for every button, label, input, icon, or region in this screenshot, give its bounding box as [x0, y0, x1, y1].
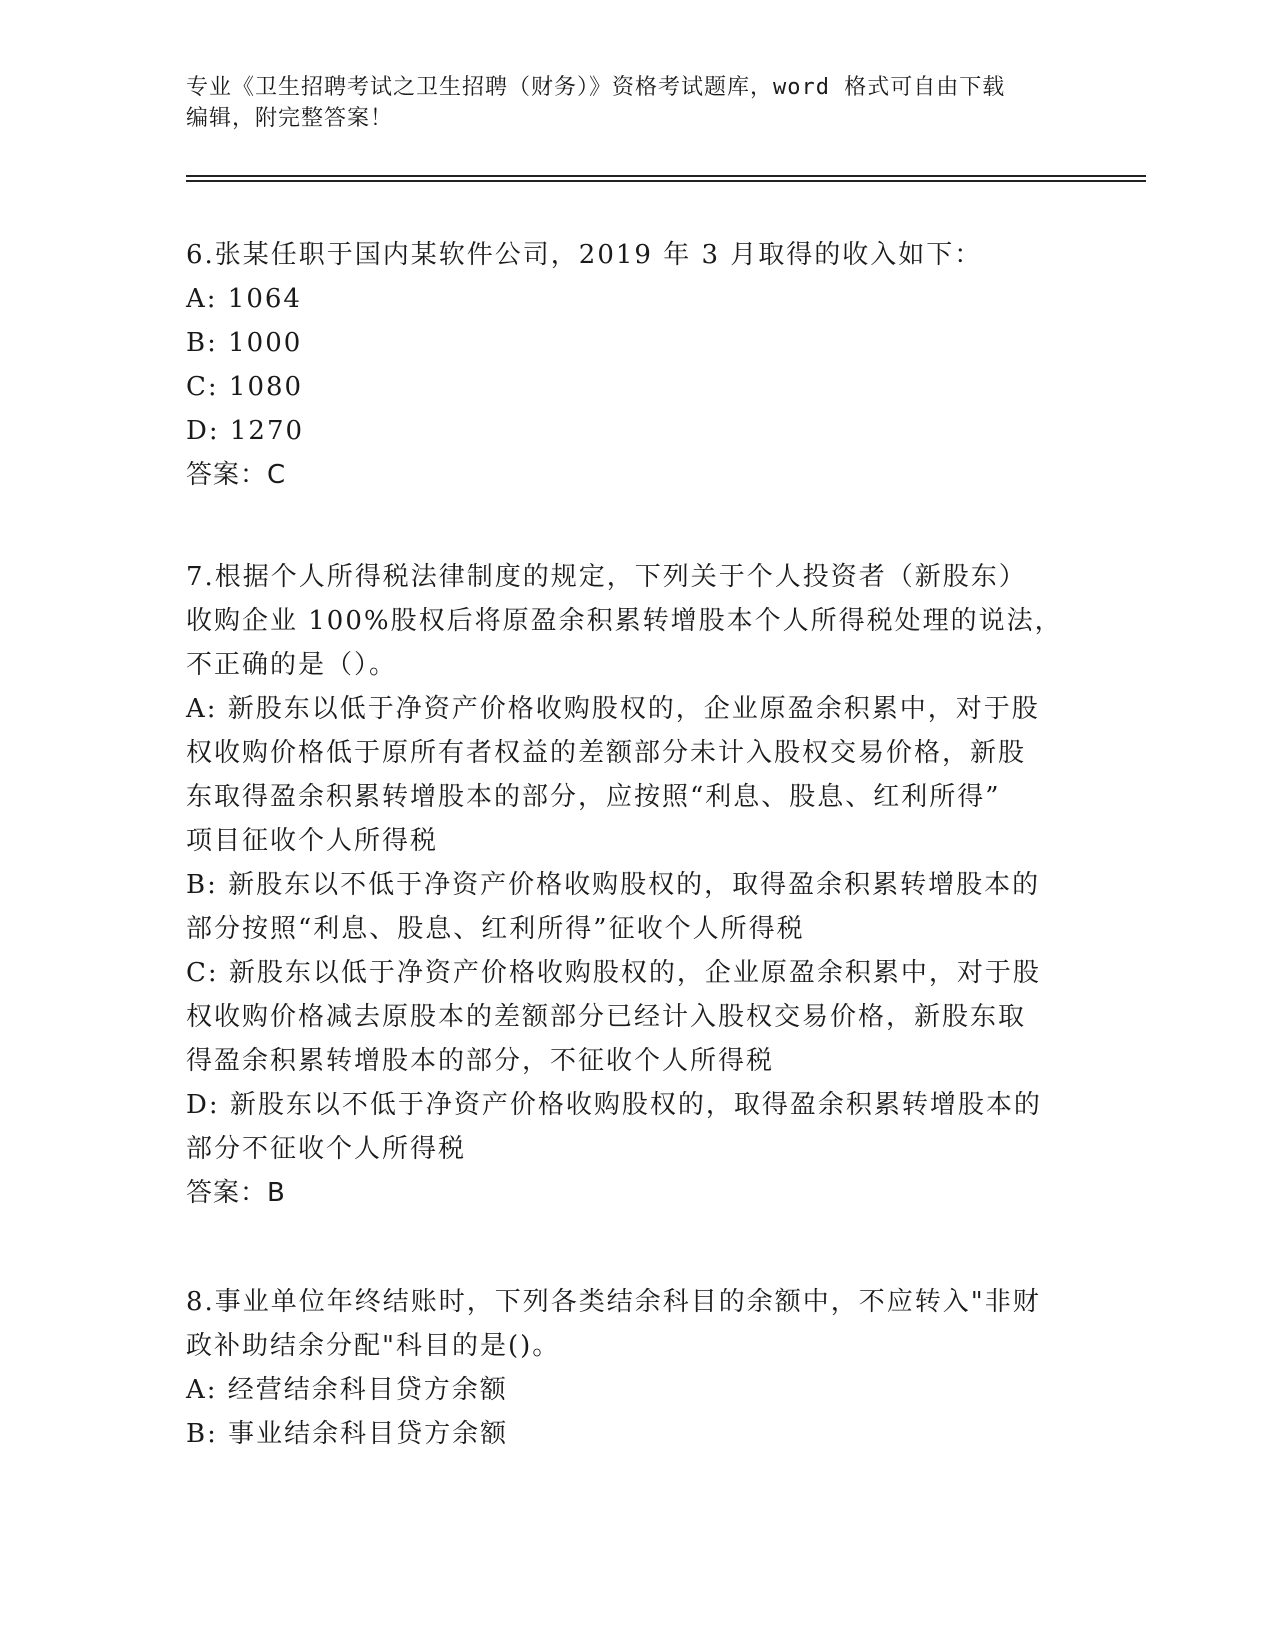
option-c: C: 新股东以低于净资产价格收购股权的，企业原盈余积累中，对于股	[186, 958, 1041, 988]
option-c: C: 1080	[186, 372, 304, 402]
option-a: 项目征收个人所得税	[186, 826, 439, 856]
option-a: A: 新股东以低于净资产价格收购股权的，企业原盈余积累中，对于股	[186, 694, 1040, 724]
question-stem: 6.张某任职于国内某软件公司，2019 年 3 月取得的收入如下：	[186, 240, 983, 270]
answer-label: 答案：C	[186, 460, 287, 490]
document-header	[186, 72, 1066, 134]
question-6	[186, 233, 1066, 497]
option-a: A: 经营结余科目贷方余额	[186, 1375, 508, 1405]
question-7	[186, 555, 1066, 1215]
question-stem: 不正确的是（）。	[186, 650, 398, 680]
question-stem: 7.根据个人所得税法律制度的规定，下列关于个人投资者（新股东）	[186, 562, 1027, 592]
option-d: 部分不征收个人所得税	[186, 1134, 467, 1164]
question-stem: 政补助结余分配"科目的是()。	[186, 1331, 561, 1361]
option-c: 得盈余积累转增股本的部分，不征收个人所得税	[186, 1046, 775, 1076]
option-b: B: 新股东以不低于净资产价格收购股权的，取得盈余积累转增股本的	[186, 870, 1041, 900]
option-a: 东取得盈余积累转增股本的部分，应按照“利息、股息、红利所得”	[186, 782, 1001, 812]
option-d: D: 1270	[186, 416, 305, 446]
option-b: B: 1000	[186, 328, 303, 358]
option-b: B: 事业结余科目贷方余额	[186, 1419, 509, 1449]
header-divider-top	[186, 175, 1146, 177]
question-8	[186, 1280, 1066, 1456]
option-a: 权收购价格低于原所有者权益的差额部分未计入股权交易价格，新股	[186, 738, 1027, 768]
option-c: 权收购价格减去原股本的差额部分已经计入股权交易价格，新股东取	[186, 1002, 1027, 1032]
header-line-2: 编辑，附完整答案！	[186, 106, 394, 131]
option-a: A: 1064	[186, 284, 302, 314]
question-stem: 8.事业单位年终结账时，下列各类结余科目的余额中，不应转入"非财	[186, 1287, 1041, 1317]
option-b: 部分按照“利息、股息、红利所得”征收个人所得税	[186, 914, 805, 944]
header-line-1: 专业《卫生招聘考试之卫生招聘（财务）》资格考试题库，word 格式可自由下载	[186, 75, 1006, 100]
question-stem: 收购企业 100%股权后将原盈余积累转增股本个人所得税处理的说法，	[186, 606, 1063, 636]
header-divider-bottom	[186, 180, 1146, 182]
option-d: D: 新股东以不低于净资产价格收购股权的，取得盈余积累转增股本的	[186, 1090, 1042, 1120]
answer-label: 答案：B	[186, 1178, 286, 1208]
